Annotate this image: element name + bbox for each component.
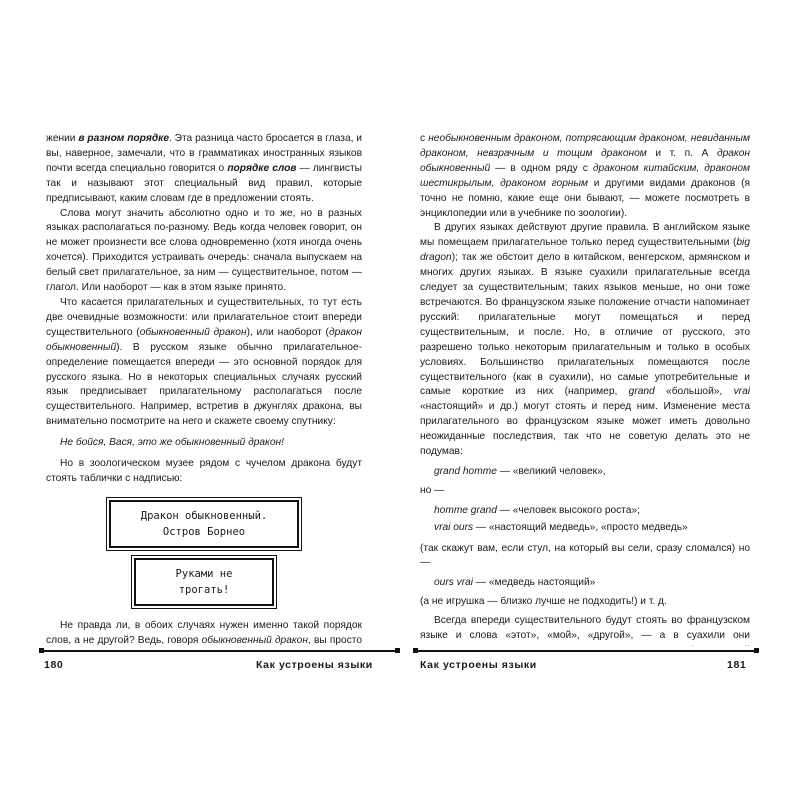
emphasis-text: big dragon xyxy=(420,237,750,264)
footer-marker xyxy=(395,648,400,653)
left-page-text xyxy=(46,132,362,646)
emphasis-text: дракон обыкновенный xyxy=(46,326,362,353)
right-page-text xyxy=(420,132,750,646)
paragraph xyxy=(46,207,362,296)
paragraph xyxy=(420,542,750,572)
paragraph xyxy=(420,484,750,499)
footer-rule xyxy=(414,650,759,652)
emphasis-text: homme grand xyxy=(434,504,497,516)
text-run: с xyxy=(420,133,429,144)
text-run: жении xyxy=(46,133,79,144)
text-run: — лингвисты так и называют этот специальный вид правил, которые предписывают, каким словам где в предложении стоять. xyxy=(46,162,362,204)
emphasis-text: vrai ours xyxy=(434,521,474,533)
text-run: Что касается прилагательных и существительных, то тут есть две очевидные возможности: или прилагательное стоит впереди существительного ( xyxy=(46,296,362,338)
text-run: Слова могут значить абсолютно одно и то же, но в разных языках располагаться по-разному. Ведь когда человек говорит, он не может произнести все слова одновременно (хотя иногда очень хочется). Приходится устраивать очередь: сначала выпускаем на белый свет прилагательное, за ним — существительное, потом — глагол. Или наоборот — как в этом языке принято. xyxy=(46,207,362,294)
emphasis-text: Не бойся, Вася, это же обыкновенный дракон! xyxy=(60,437,284,449)
right-footer xyxy=(414,650,759,680)
paragraph xyxy=(420,132,750,221)
text-run: и другими видами драконов (я точно не помню, какие еще они бывают, — можете посмотреть в энциклопедии или в учебнике по зоологии). xyxy=(420,177,750,219)
paragraph xyxy=(420,595,750,610)
text-run: (так скажут вам, если стул, на который вы сели, сразу сломался) но — xyxy=(420,542,750,569)
paragraph xyxy=(434,521,750,536)
paragraph xyxy=(46,296,362,430)
text-run: «настоящий» и др.) могут стоять и перед ним. Изменение места прилагательного во французском языке может иметь довольно неожиданные последствия, так что не советую делать это не подумав: xyxy=(420,401,750,458)
emphasis-text: порядке слов xyxy=(227,162,297,174)
emphasis-text: vrai xyxy=(733,386,750,398)
emphasis-text: grand xyxy=(628,386,655,398)
footer-marker xyxy=(754,648,759,653)
text-run: — «медведь настоящий» xyxy=(473,577,596,589)
text-run: ); так же обстоит дело в китайском, венгерском, армянском и многих других языках. В языке суахили прилагательные всегда следует за существительным; таких языков меньше, но они тоже встречаются. Во французском языке положение отчасти напоминает русский: прилагательные могут помещаться и перед существительным, и после. Но, в отличие от русского, это разрешено только некоторым прилагательным и только в особых условиях. Большинство прилагательных помещаются после существительного (как в суахили), но самые употребительные и самые короткие из них (например, xyxy=(420,252,750,398)
paragraph xyxy=(46,619,362,646)
left-page xyxy=(46,132,362,646)
museum-plaques xyxy=(46,495,362,611)
text-run: Всегда впереди существительного будут стоять во французском языке и слова «этот», «мой», «другой», — а в суахили они xyxy=(420,615,750,642)
emphasis-text: grand homme xyxy=(434,465,497,477)
text-run: — «великий человек», xyxy=(496,465,606,477)
emphasis-text: ours vrai xyxy=(434,577,474,589)
text-run: ), или наоборот ( xyxy=(246,326,329,338)
paragraph xyxy=(434,576,750,591)
text-run: Не правда ли, в обоих случаях нужен именно такой порядок слов, а не другой? Ведь, говоря xyxy=(46,619,362,646)
page-number: 181 xyxy=(727,659,747,671)
text-run: ). В русском языке обычно прилагательное-определение помещается впереди — это основной порядок для русского языка. Но в некоторых специальных случаях русский язык предписывает прилагательному располагаться после существительного. Например, встретив в джунглях дракона, вы внимательно посмотрите на него и скажете своему спутнику: xyxy=(46,341,362,428)
paragraph xyxy=(60,436,362,451)
text-run: , вы просто xyxy=(307,634,362,646)
emphasis-text: дракон обыкновенный xyxy=(420,147,750,174)
text-run: «большой», xyxy=(654,386,734,398)
left-footer xyxy=(40,650,400,680)
right-page xyxy=(420,132,750,646)
emphasis-text: драконом китайским, драконом шестикрылым, драконом горным xyxy=(420,162,750,189)
text-run: В других языках действуют другие правила. В английском языке мы помещаем прилагательное только перед существительными ( xyxy=(420,222,750,249)
text-run: — «настоящий медведь», «просто медведь» xyxy=(473,521,688,533)
emphasis-text: обыкновенный дракон xyxy=(139,326,247,338)
paragraph xyxy=(434,465,750,480)
text-run: . Эта разница часто бросается в глаза, и вы, наверное, замечали, что в грамматиках иностранных языков почти всегда специально говорится о xyxy=(46,133,362,174)
text-run: Но в зоологическом музее рядом с чучелом дракона будут стоять таблички с надписью: xyxy=(46,458,362,484)
paragraph xyxy=(420,221,750,460)
footer-marker xyxy=(413,648,418,653)
footer-rule xyxy=(40,650,400,652)
page-number: 180 xyxy=(44,659,64,671)
paragraph xyxy=(46,132,362,207)
text-run: — «человек высокого роста»; xyxy=(496,504,640,516)
footer-marker xyxy=(39,648,44,653)
paragraph xyxy=(420,614,750,646)
text-run: и т. п. А xyxy=(646,147,717,159)
museum-plaque: Руками не трогать! xyxy=(134,558,274,606)
text-run: но — xyxy=(420,484,445,496)
museum-plaque: Дракон обыкновенный. Остров Борнео xyxy=(109,500,299,548)
running-title: Как устроены языки xyxy=(256,659,373,671)
emphasis-text: необыкновенным драконом, потрясающим драконом, невиданным драконом, невзрачным и тощим драконом xyxy=(420,133,750,159)
paragraph xyxy=(46,457,362,487)
paragraph xyxy=(434,504,750,519)
running-title: Как устроены языки xyxy=(420,659,537,671)
emphasis-text: в разном порядке xyxy=(78,133,169,144)
text-run: — в одном ряду с xyxy=(490,162,593,174)
emphasis-text: обыкновенный дракон xyxy=(201,634,308,646)
text-run: (а не игрушка — близко лучше не подходить!) и т. д. xyxy=(420,596,667,608)
